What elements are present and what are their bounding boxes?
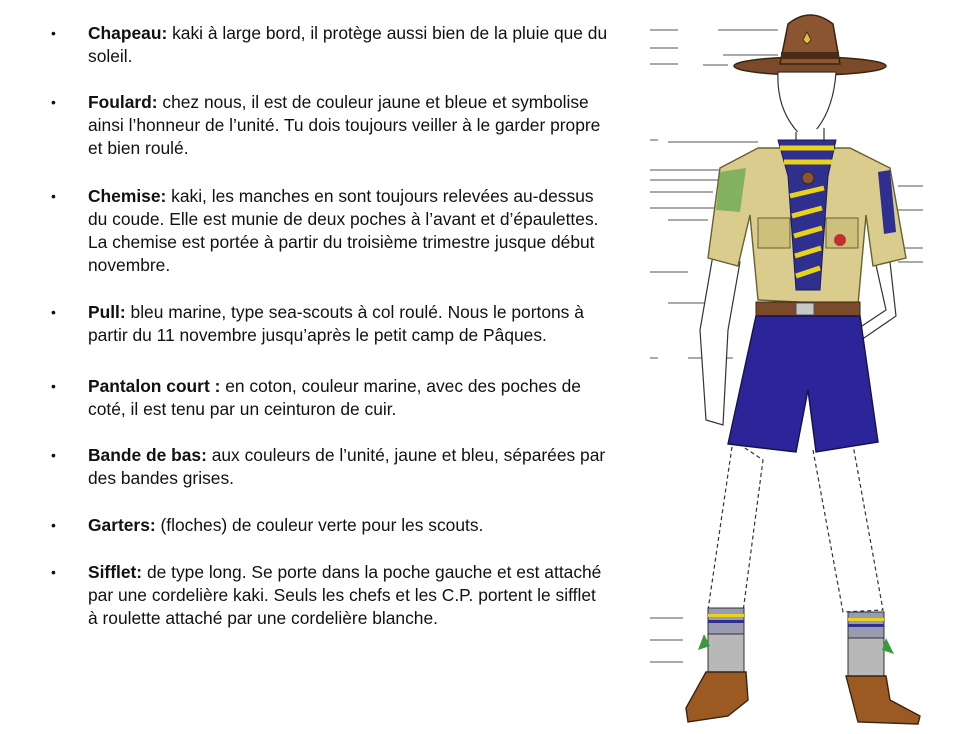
boots (686, 672, 920, 724)
scout-uniform-illustration (628, 0, 980, 734)
item-text: de type long. Se porte dans la poche gauche et est attaché par une cordelière kaki. Seuls les chefs et les C.P. portent le sifflet à roulette attaché par une cordelière blanche. (88, 562, 602, 628)
item-text: aux couleurs de l’unité, jaune et bleu, séparées par des bandes grises. (88, 445, 606, 488)
item-term: Foulard: (88, 92, 158, 112)
socks (698, 608, 894, 676)
legs (708, 440, 883, 612)
item-text: (floches) de couleur verte pour les scouts. (155, 515, 484, 535)
item-term: Chapeau: (88, 23, 168, 43)
list-item-chemise (48, 185, 608, 277)
bullet: • (51, 188, 56, 204)
item-term: Sifflet: (88, 562, 143, 582)
item-text: kaki à large bord, il protège aussi bien de la pluie que du soleil. (88, 23, 608, 66)
bullet: • (51, 378, 56, 394)
item-term: Chemise: (88, 186, 167, 206)
list-item-pantalon (48, 375, 608, 421)
item-term: Pantalon court : (88, 376, 221, 396)
leather-belt (756, 302, 860, 316)
item-text: chez nous, il est de couleur jaune et bleue et symbolise ainsi l’honneur de l’unité. Tu dois toujours veiller à le garder propre et bien roulé. (88, 92, 601, 158)
head (778, 72, 836, 150)
bullet: • (51, 564, 56, 580)
item-term: Bande de bas: (88, 445, 207, 465)
bullet: • (51, 517, 56, 533)
uniform-description-list (48, 22, 608, 630)
item-term: Garters: (88, 515, 156, 535)
campaign-hat (734, 15, 886, 75)
bullet: • (51, 304, 56, 320)
list-item-chapeau (48, 22, 608, 68)
list-item-garters (48, 514, 608, 537)
navy-shorts (728, 316, 878, 452)
list-item-foulard (48, 91, 608, 160)
scout-figure-drawing (628, 0, 980, 734)
list-item-bande-de-bas (48, 444, 608, 490)
bullet: • (51, 447, 56, 463)
item-term: Pull: (88, 302, 126, 322)
list-item-sifflet (48, 561, 608, 630)
bullet: • (51, 94, 56, 110)
bullet: • (51, 25, 56, 41)
item-text: bleu marine, type sea-scouts à col roulé. Nous le portons à partir du 11 novembre jusqu’après le petit camp de Pâques. (88, 302, 584, 345)
item-text: kaki, les manches en sont toujours relevées au-dessus du coude. Elle est munie de deux poches à l’avant et d’épaulettes. La chemise est portée à partir du troisième trimestre jusque début novembre. (88, 186, 599, 275)
list-item-pull (48, 301, 608, 347)
item-text: en coton, couleur marine, avec des poches de coté, il est tenu par un ceinturon de cuir. (88, 376, 581, 419)
